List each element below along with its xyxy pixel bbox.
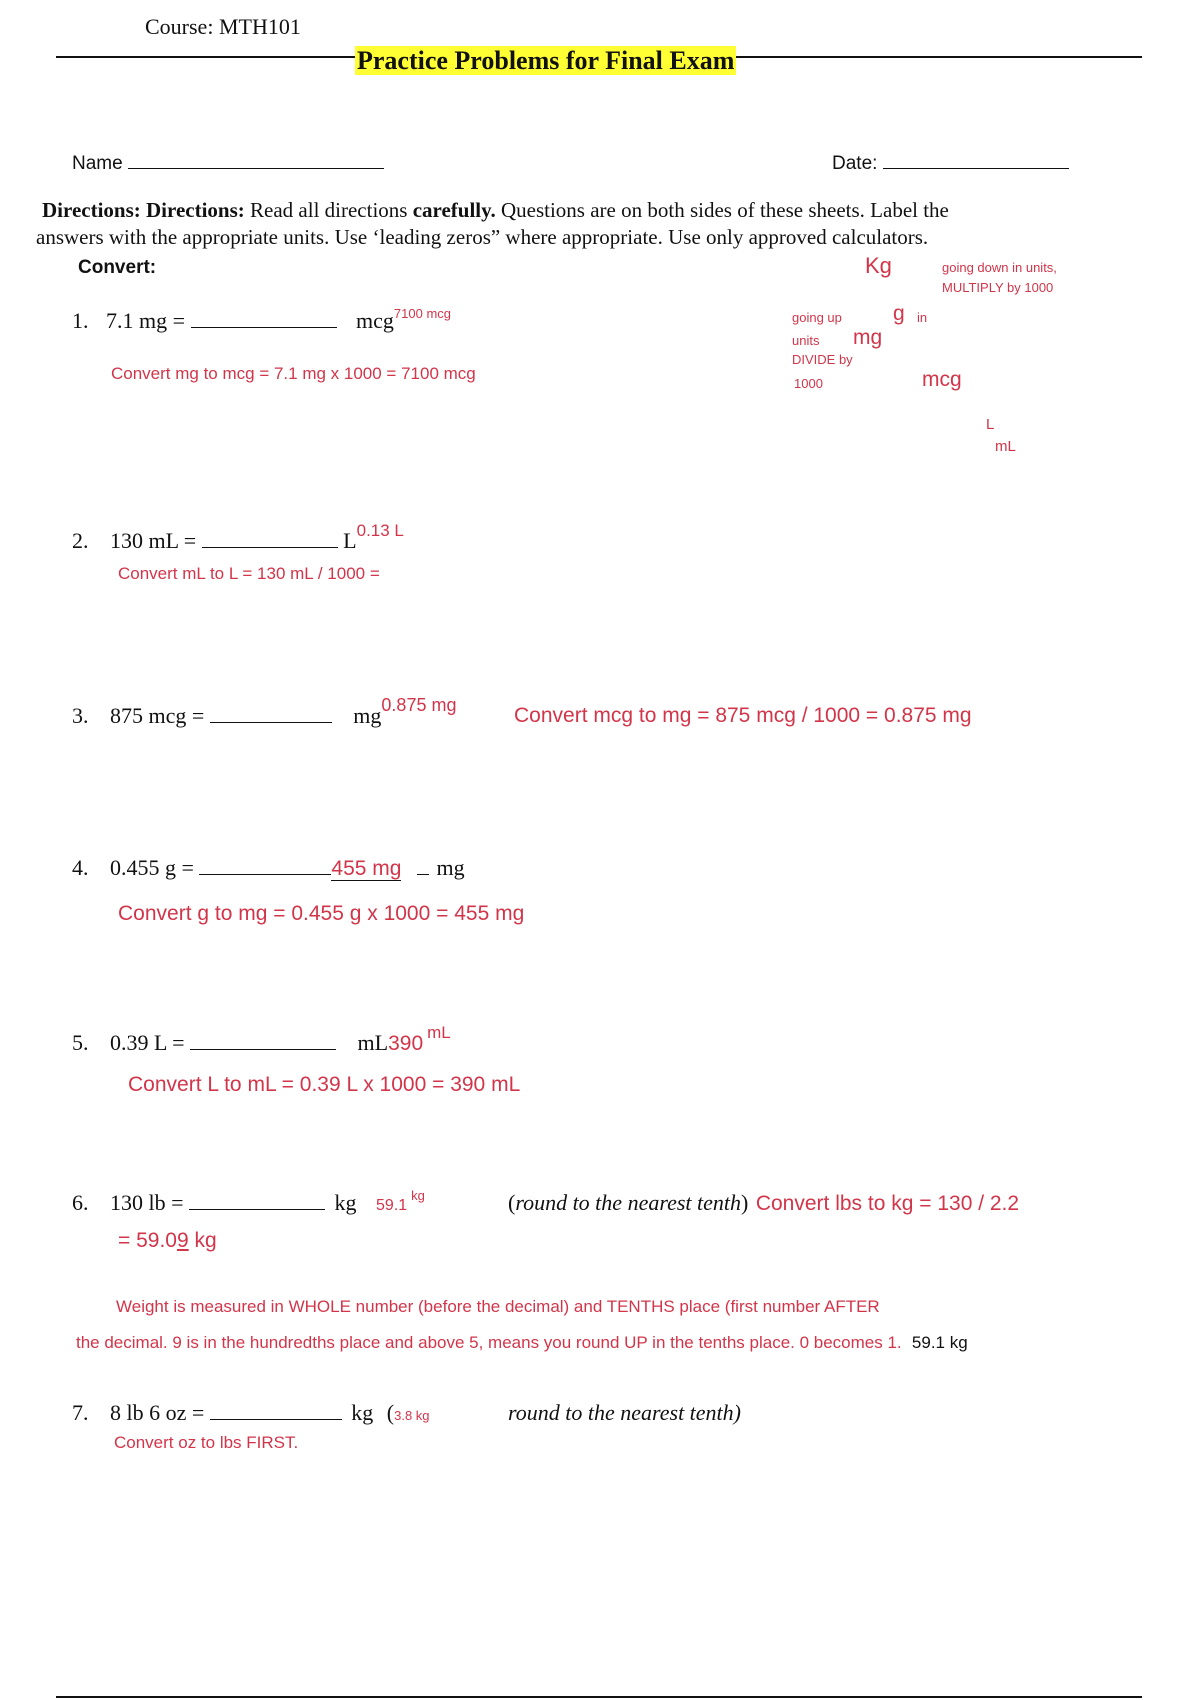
work-q6-result-digit: 9	[176, 1229, 189, 1252]
date-blank[interactable]	[883, 150, 1069, 169]
note-1000: 1000	[794, 376, 823, 391]
answer-blank[interactable]	[210, 1401, 342, 1420]
instruction-open: (	[508, 1190, 516, 1215]
work-q6-result-post: kg	[188, 1229, 217, 1252]
question-4	[72, 855, 465, 881]
question-2	[72, 521, 404, 554]
note-going-down: going down in units,	[942, 260, 1057, 275]
answer-blank[interactable]	[202, 529, 338, 548]
answer-blank[interactable]	[190, 1031, 336, 1050]
work-q6-result	[118, 1229, 217, 1253]
answer-handwritten: 59.1	[376, 1197, 408, 1214]
note-mcg: mcg	[922, 368, 962, 391]
answer-handwritten: 3.8 kg	[394, 1408, 430, 1423]
question-prompt: 130 mL =	[110, 528, 197, 553]
answer-handwritten: 0.13 L	[356, 521, 404, 540]
directions-bold-word: carefully.	[412, 198, 496, 222]
page-title-text: Practice Problems for Final Exam	[357, 46, 735, 75]
date-label: Date:	[832, 153, 878, 174]
question-number: 6.	[72, 1190, 89, 1215]
course-label: Course: MTH101	[145, 14, 301, 39]
answer-handwritten-unit: kg	[411, 1188, 425, 1203]
question-number: 7.	[72, 1400, 89, 1425]
note-q6-line2-text: the decimal. 9 is in the hundredths place and above 5, means you round UP in the tenths place. 0 becomes 1.	[76, 1333, 902, 1352]
question-3	[72, 695, 457, 729]
work-q7: Convert oz to lbs FIRST.	[114, 1433, 299, 1452]
question-unit: mg	[436, 855, 465, 880]
note-kg: Kg	[865, 253, 892, 278]
directions-line-2: answers with the appropriate units. Use ‘leading zeros” where appropriate. Use only approved calculators.	[36, 225, 929, 249]
question-unit: kg	[334, 1190, 357, 1215]
answer-handwritten: 455 mg	[331, 857, 402, 880]
instruction-close: )	[741, 1190, 749, 1215]
work-q5: Convert L to mL = 0.39 L x 1000 = 390 mL	[128, 1073, 521, 1096]
work-q2: Convert mL to L = 130 mL / 1000 =	[118, 564, 380, 583]
note-g: g	[893, 302, 905, 325]
question-1	[72, 308, 451, 334]
work-q6: Convert lbs to kg = 130 / 2.2	[755, 1192, 1020, 1215]
answer-blank[interactable]	[191, 309, 337, 328]
question-number: 5.	[72, 1030, 89, 1055]
note-going-up: going up	[792, 310, 842, 325]
question-number: 1.	[72, 308, 89, 333]
instruction-q6	[508, 1190, 1019, 1216]
question-prompt: 0.455 g =	[110, 855, 194, 880]
answer-blank[interactable]	[210, 704, 332, 723]
answer-handwritten-unit: mL	[427, 1023, 451, 1042]
directions-line-1	[42, 198, 949, 223]
note-L: L	[986, 416, 995, 433]
directions-lead: Directions: Directions:	[42, 198, 245, 222]
note-mL: mL	[995, 438, 1016, 455]
note-q6-answer: 59.1 kg	[911, 1333, 968, 1352]
note-q6-line1: Weight is measured in WHOLE number (before the decimal) and TENTHS place (first number AFTER	[116, 1297, 880, 1316]
paren-open: (	[386, 1400, 395, 1425]
question-prompt: 130 lb =	[110, 1190, 184, 1215]
page-title	[355, 46, 736, 76]
answer-handwritten: 7100 mcg	[393, 306, 452, 321]
answer-blank[interactable]	[199, 856, 331, 875]
convert-label: Convert:	[78, 257, 157, 278]
question-6	[72, 1190, 425, 1216]
question-prompt: 875 mcg =	[110, 703, 205, 728]
question-number: 2.	[72, 528, 89, 553]
work-q1: Convert mg to mcg = 7.1 mg x 1000 = 7100 mcg	[111, 364, 476, 383]
note-q6-line2	[76, 1333, 968, 1353]
note-units: units	[792, 333, 820, 348]
question-number: 4.	[72, 855, 89, 880]
instruction-q7: round to the nearest tenth)	[508, 1400, 741, 1425]
answer-blank-tail	[417, 856, 429, 875]
work-q3: Convert mcg to mg = 875 mcg / 1000 = 0.875 mg	[514, 704, 972, 727]
question-prompt: 0.39 L =	[110, 1030, 185, 1055]
directions-text-1: Read all directions	[244, 198, 413, 222]
note-in: in	[917, 310, 928, 325]
answer-handwritten: 390	[388, 1032, 424, 1055]
instruction-text: round to the nearest tenth	[515, 1190, 741, 1215]
answer-blank[interactable]	[189, 1191, 325, 1210]
question-prompt: 7.1 mg =	[106, 308, 186, 333]
question-5	[72, 1023, 451, 1056]
name-label: Name	[72, 153, 123, 174]
directions-text-2: Questions are on both sides of these sheets. Label the	[495, 198, 949, 222]
name-blank[interactable]	[128, 150, 384, 169]
name-field[interactable]	[72, 150, 384, 175]
date-field[interactable]	[832, 150, 1069, 175]
work-q4: Convert g to mg = 0.455 g x 1000 = 455 mg	[118, 902, 525, 925]
answer-handwritten: 0.875 mg	[381, 695, 457, 715]
question-7	[72, 1400, 430, 1426]
note-mg: mg	[853, 326, 883, 349]
question-unit: mg	[353, 703, 382, 728]
question-prompt: 8 lb 6 oz =	[110, 1400, 205, 1425]
question-unit: kg	[351, 1400, 374, 1425]
question-unit: L	[343, 528, 357, 553]
work-q6-result-pre: = 59.0	[118, 1229, 177, 1252]
footer-rule	[56, 1696, 1142, 1698]
question-number: 3.	[72, 703, 89, 728]
note-multiply: MULTIPLY by 1000	[942, 280, 1054, 295]
note-divide: DIVIDE by	[792, 352, 853, 367]
question-unit: mcg	[356, 308, 394, 333]
question-unit: mL	[357, 1030, 389, 1055]
